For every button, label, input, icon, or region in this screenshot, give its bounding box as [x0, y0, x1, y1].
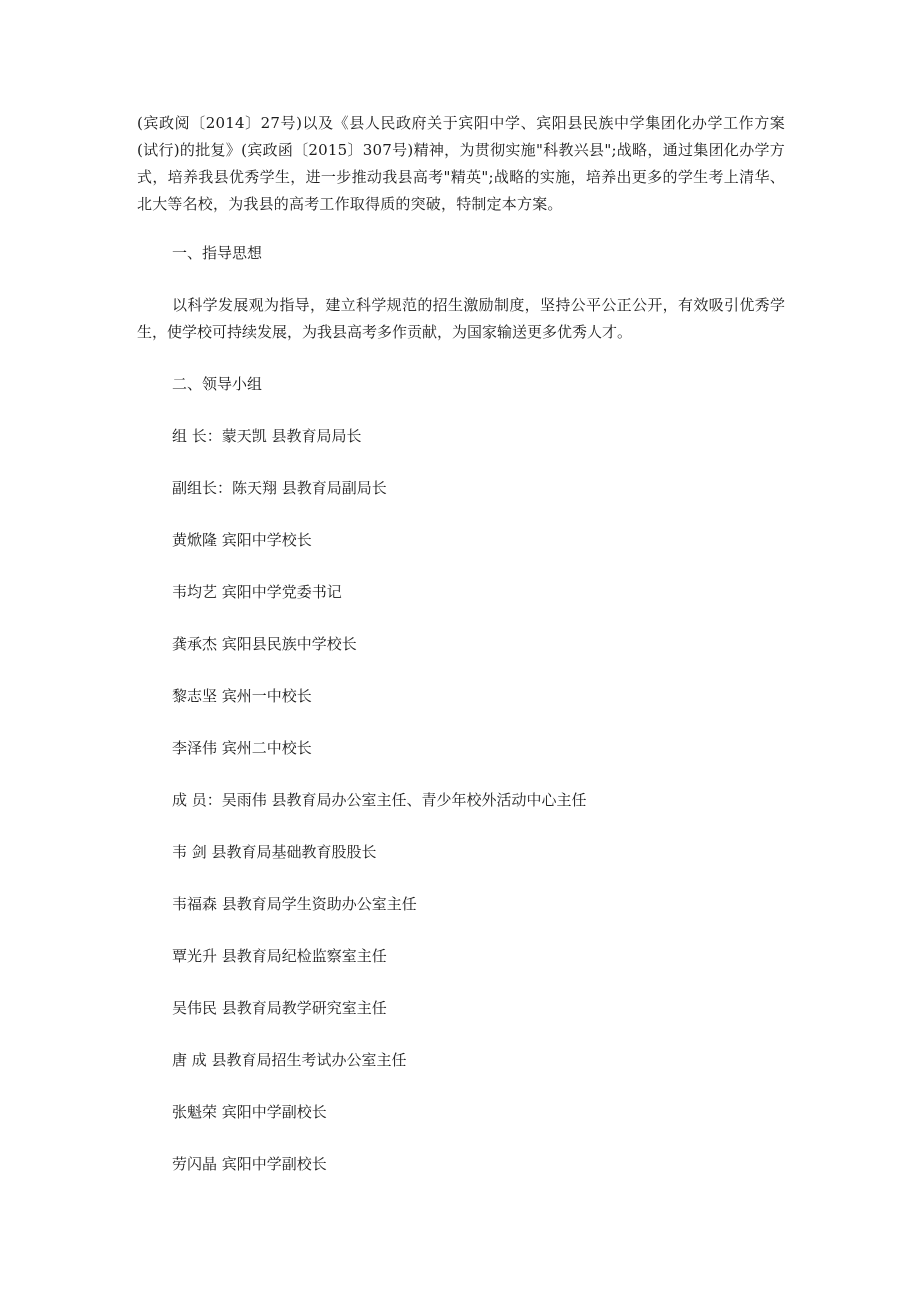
member-line: 组 长：蒙天凯 县教育局局长	[172, 427, 362, 445]
member-line: 吴伟民 县教育局教学研究室主任	[172, 999, 387, 1017]
member-line: 张魁荣 宾阳中学副校长	[172, 1103, 327, 1121]
member-line: 李泽伟 宾州二中校长	[172, 739, 312, 757]
section-heading-guiding-thought: 一、指导思想	[172, 244, 263, 262]
member-line: 成 员：吴雨伟 县教育局办公室主任、青少年校外活动中心主任	[172, 791, 587, 809]
member-line: 副组长：陈天翔 县教育局副局长	[172, 479, 387, 497]
member-line: 劳闪晶 宾阳中学副校长	[172, 1155, 327, 1173]
member-line: 韦均艺 宾阳中学党委书记	[172, 583, 342, 601]
member-line: 覃光升 县教育局纪检监察室主任	[172, 947, 387, 965]
guiding-thought-paragraph: 以科学发展观为指导，建立科学规范的招生激励制度，坚持公平公正公开，有效吸引优秀学生，使学校可持续发展，为我县高考多作贡献，为国家输送更多优秀人才。	[137, 296, 785, 341]
member-line: 韦福森 县教育局学生资助办公室主任	[172, 895, 417, 913]
section-heading-leadership-group: 二、领导小组	[172, 375, 263, 393]
member-line: 唐 成 县教育局招生考试办公室主任	[172, 1051, 407, 1069]
intro-paragraph: (宾政阅〔2014〕27号)以及《县人民政府关于宾阳中学、宾阳县民族中学集团化办学工作方案(试行)的批复》(宾政函〔2015〕307号)精神，为贯彻实施"科教兴县";战略，通过集团化办学方式，培养我县优秀学生，进一步推动我县高考"精英";战略的实施，培养出更多的学生考上清华、北大等名校，为我县的高考工作取得质的突破，特制定本方案。	[137, 114, 785, 213]
member-line: 黄焮隆 宾阳中学校长	[172, 531, 312, 549]
member-line: 韦 剑 县教育局基础教育股股长	[172, 843, 377, 861]
member-line: 龚承杰 宾阳县民族中学校长	[172, 635, 357, 653]
member-line: 黎志坚 宾州一中校长	[172, 687, 312, 705]
